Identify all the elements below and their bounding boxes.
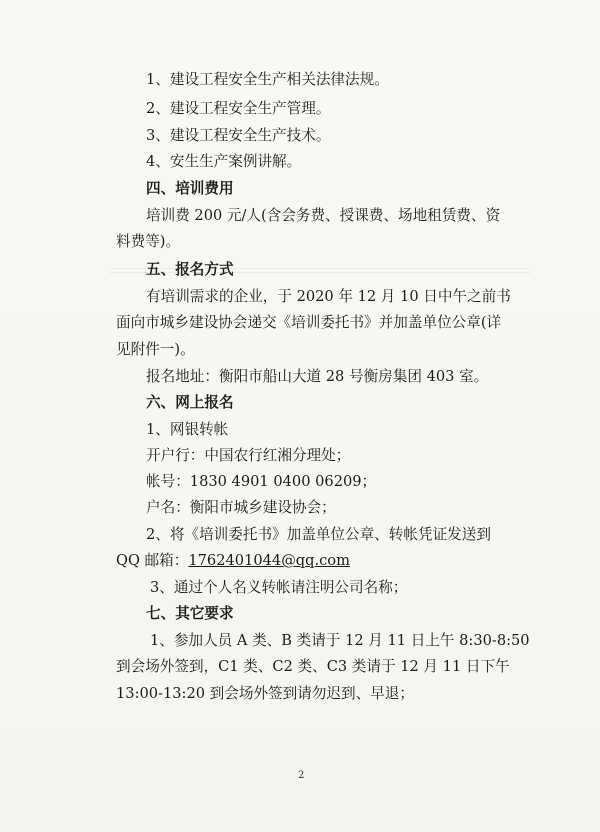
body-line: 13:00-13:20 到会场外签到请勿迟到、早退； xyxy=(116,685,414,702)
qq-email-link[interactable]: 1762401044@qq.com xyxy=(188,552,350,569)
body-line: 3、通过个人名义转帐请注明公司名称； xyxy=(150,579,408,596)
body-line: 2、将《培训委托书》加盖单位公章、转帐凭证发送到 xyxy=(146,526,491,543)
body-line: 到会场外签到，C1 类、C2 类、C3 类请于 12 月 11 日下午 xyxy=(116,658,510,675)
section-heading: 六、网上报名 xyxy=(146,394,234,411)
body-line: 开户行：中国农行红湘分理处； xyxy=(146,447,351,464)
body-line: 1、建设工程安全生产相关法律法规。 xyxy=(146,71,389,88)
page-number: 2 xyxy=(298,770,305,781)
body-line: 1、参加人员 A 类、B 类请于 12 月 11 日上午 8:30-8:50 xyxy=(150,632,530,649)
body-line: 有培训需求的企业，于 2020 年 12 月 10 日中午之前书 xyxy=(146,288,511,305)
body-line: 1、网银转帐 xyxy=(146,421,229,438)
body-line: 4、安生生产案例讲解。 xyxy=(146,153,302,170)
body-line: 户名：衡阳市城乡建设协会； xyxy=(146,499,336,516)
body-line: 面向市城乡建设协会递交《培训委托书》并加盖单位公章(详 xyxy=(116,314,502,331)
body-line: 培训费 200 元/人(含会务费、授课费、场地租赁费、资 xyxy=(146,207,501,224)
section-heading: 五、报名方式 xyxy=(146,261,234,278)
qq-email-label: QQ 邮箱： xyxy=(116,552,189,569)
body-line: 3、建设工程安全生产技术。 xyxy=(146,127,331,144)
body-line: 报名地址：衡阳市船山大道 28 号衡房集团 403 室。 xyxy=(146,368,489,385)
body-line: 见附件一)。 xyxy=(116,341,195,358)
body-line: 料费等)。 xyxy=(116,233,181,250)
body-line: 2、建设工程安全生产管理。 xyxy=(146,100,331,117)
body-line: 帐号：1830 4901 0400 06209； xyxy=(146,473,377,490)
section-heading: 七、其它要求 xyxy=(146,605,234,622)
section-heading: 四、培训费用 xyxy=(146,180,234,197)
body-line xyxy=(116,551,350,571)
